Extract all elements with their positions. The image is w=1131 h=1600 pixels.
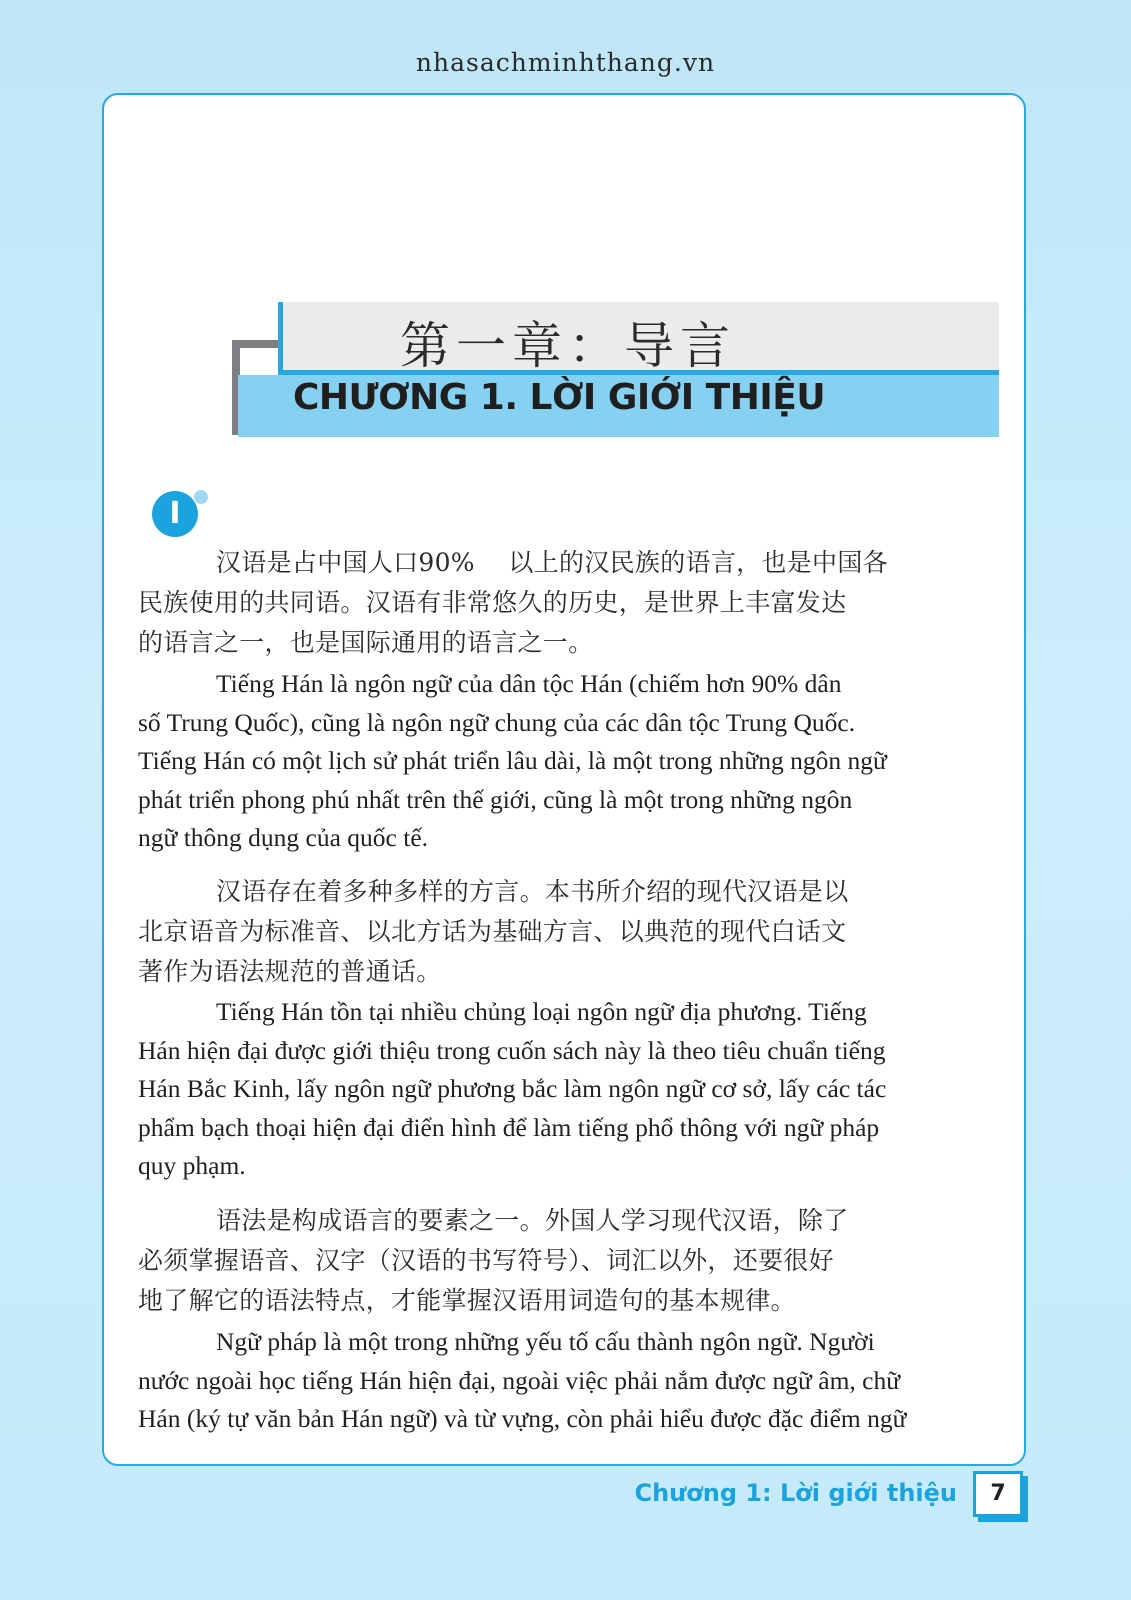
text-line: 汉语是占中国人口90% 以上的汉民族的语言，也是中国各 bbox=[216, 548, 888, 577]
footer-chapter-label: Chương 1: Lời giới thiệu bbox=[634, 1479, 957, 1507]
section-badge-dot-icon bbox=[194, 490, 208, 504]
page-number: 7 bbox=[973, 1471, 1023, 1517]
text-line: nước ngoài học tiếng Hán hiện đại, ngoài việc phải nắm được ngữ âm, chữ bbox=[138, 1365, 901, 1395]
text-line: Tiếng Hán là ngôn ngữ của dân tộc Hán (chiếm hơn 90% dân bbox=[216, 669, 842, 698]
chapter-title-chinese: 第一章：导言 bbox=[400, 317, 736, 375]
text-line: 北京语音为标准音、以北方话为基础方言、以典范的现代白话文 bbox=[138, 917, 847, 946]
text-line: 地了解它的语法特点，才能掌握汉语用词造句的基本规律。 bbox=[138, 1286, 796, 1315]
text-line: phẩm bạch thoại hiện đại điển hình để làm tiếng phổ thông với ngữ pháp bbox=[138, 1112, 880, 1142]
text-line: Ngữ pháp là một trong những yếu tố cấu thành ngôn ngữ. Người bbox=[216, 1327, 875, 1356]
text-line: quy phạm. bbox=[138, 1151, 246, 1180]
text-line: Hán (ký tự văn bản Hán ngữ) và từ vựng, còn phải hiểu được đặc điểm ngữ bbox=[138, 1404, 907, 1433]
site-url: nhasachminhthang.vn bbox=[415, 48, 716, 77]
paragraph-vi-2 bbox=[138, 993, 954, 1186]
text-line: Tiếng Hán tồn tại nhiều chủng loại ngôn ngữ địa phương. Tiếng bbox=[216, 997, 867, 1026]
text-line: ngữ thông dụng của quốc tế. bbox=[138, 823, 429, 852]
text-line: 民族使用的共同语。汉语有非常悠久的历史，是世界上丰富发达 bbox=[138, 588, 847, 617]
paragraph-cn-3 bbox=[138, 1201, 954, 1321]
paragraph-vi-3 bbox=[138, 1323, 954, 1439]
chapter-title-vietnamese: CHƯƠNG 1. LỜI GIỚI THIỆU bbox=[293, 377, 826, 418]
text-line: số Trung Quốc), cũng là ngôn ngữ chung của các dân tộc Trung Quốc. bbox=[138, 707, 856, 737]
text-line: Hán Bắc Kinh, lấy ngôn ngữ phương bắc làm ngôn ngữ cơ sở, lấy các tác bbox=[138, 1074, 887, 1103]
paragraph-cn-1 bbox=[138, 543, 954, 663]
text-line: 著作为语法规范的普通话。 bbox=[138, 957, 442, 986]
text-line: Tiếng Hán có một lịch sử phát triển lâu dài, là một trong những ngôn ngữ bbox=[138, 746, 887, 775]
section-number-badge: I bbox=[152, 491, 198, 537]
text-line: 汉语存在着多种多样的方言。本书所介绍的现代汉语是以 bbox=[216, 877, 849, 906]
text-line: 的语言之一，也是国际通用的语言之一。 bbox=[138, 628, 594, 657]
text-line: 必须掌握语音、汉字（汉语的书写符号）、词汇以外，还要很好 bbox=[138, 1246, 834, 1275]
text-line: phát triển phong phú nhất trên thế giới, cũng là một trong những ngôn bbox=[138, 784, 853, 814]
paragraph-cn-2 bbox=[138, 872, 954, 992]
text-line: Hán hiện đại được giới thiệu trong cuốn sách này là theo tiêu chuẩn tiếng bbox=[138, 1035, 886, 1065]
text-line: 语法是构成语言的要素之一。外国人学习现代汉语，除了 bbox=[216, 1206, 849, 1235]
paragraph-vi-1 bbox=[138, 665, 954, 858]
